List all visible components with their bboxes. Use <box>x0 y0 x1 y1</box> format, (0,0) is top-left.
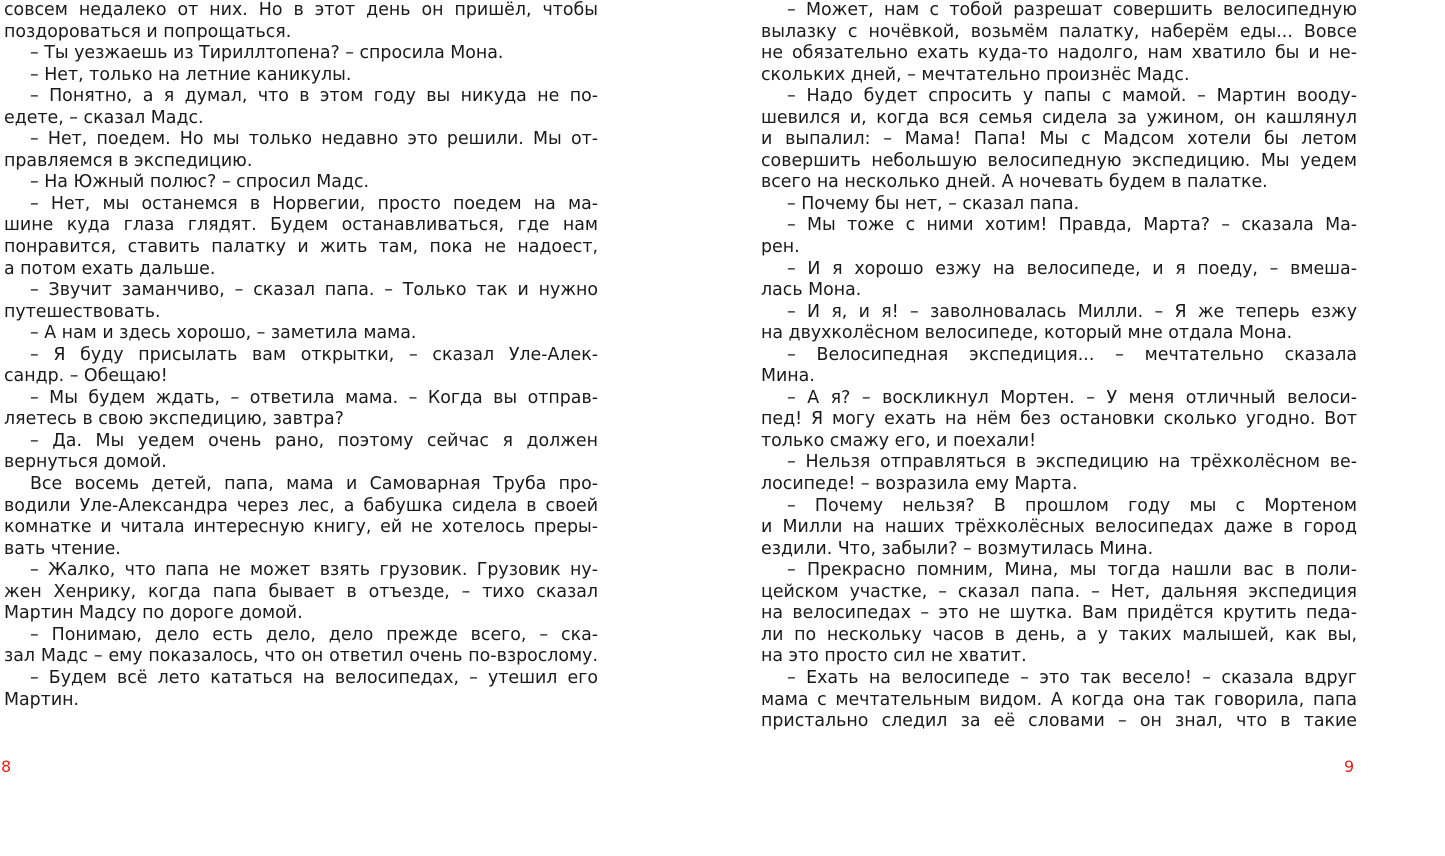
text-line: сандр. – Обещаю! <box>4 366 168 387</box>
text-line: – Почему бы нет, – сказал папа. <box>787 193 1080 214</box>
text-line: – Жалко, что папа не может взять грузовик. Грузовик ну- <box>30 560 598 581</box>
text-line: вать чтение. <box>4 538 121 559</box>
right-page-text <box>761 0 1357 733</box>
text-line: не обязательно ехать куда-то надолго, нам хватило бы и не- <box>761 43 1357 64</box>
text-line: – И я, и я! – заволновалась Милли. – Я же теперь езжу <box>787 301 1357 322</box>
text-line: скольких дней, – мечтательно произнёс Мадс. <box>761 64 1190 85</box>
text-line: цейском участке, – сказал папа. – Нет, дальняя экспедиция <box>761 581 1357 602</box>
text-line: – Ехать на велосипеде – это так весело! – сказала вдруг <box>787 667 1357 688</box>
text-line: а потом ехать дальше. <box>4 258 216 279</box>
text-line: мама с мечтательным видом. А когда она так говорила, папа <box>761 689 1357 710</box>
text-line: на двухколёсном велосипеде, который мне отдала Мона. <box>761 323 1293 344</box>
text-line: – Прекрасно помним, Мина, мы тогда нашли вас в поли- <box>787 560 1357 581</box>
page-number-right: 9 <box>1344 757 1355 776</box>
text-line: Мина. <box>761 366 815 387</box>
text-line: – Я буду присылать вам открытки, – сказал Уле-Алек- <box>30 344 598 365</box>
text-line: – Надо будет спросить у папы с мамой. – Мартин вооду- <box>787 86 1357 107</box>
text-line: – Понимаю, дело есть дело, дело прежде всего, – ска- <box>30 624 598 645</box>
text-line: путешествовать. <box>4 301 161 322</box>
text-line: – Нельзя отправляться в экспедицию на трёхколёсном ве- <box>787 452 1357 473</box>
text-line: – Нет, мы останемся в Норвегии, просто поедем на ма- <box>30 193 598 214</box>
text-line: ли по нескольку часов в день, а у таких малышей, как вы, <box>761 624 1357 645</box>
text-line: комнатке и читала интересную книгу, ей не хотелось преры- <box>4 517 598 538</box>
text-line: совсем недалеко от них. Но в этот день он пришёл, чтобы <box>4 0 598 20</box>
text-line: – Почему нельзя? В прошлом году мы с Мортеном <box>787 495 1357 516</box>
text-line: ездили. Что, забыли? – возмутилась Мина. <box>761 538 1154 559</box>
text-line: вернуться домой. <box>4 452 167 473</box>
text-line: и выпалил: – Мама! Папа! Мы с Мадсом хотели бы летом <box>761 129 1357 150</box>
text-line: только смажу его, и поехали! <box>761 430 1037 451</box>
text-line: – А нам и здесь хорошо, – заметила мама. <box>30 323 417 344</box>
text-line: – Будем всё лето кататься на велосипедах, – утешил его <box>30 667 598 688</box>
left-page-text <box>4 0 598 711</box>
text-line: шевился и, когда вся семья сидела за ужином, он кашлянул <box>761 107 1357 128</box>
text-line: – Звучит заманчиво, – сказал папа. – Только так и нужно <box>30 280 598 301</box>
text-line: понравится, ставить палатку и жить там, пока не надоест, <box>4 237 598 258</box>
page-number-left: 8 <box>1 757 12 776</box>
text-line: рен. <box>761 237 800 258</box>
text-line: на велосипедах – это не шутка. Вам придётся крутить педа- <box>761 603 1357 624</box>
text-line: и Милли на наших трёхколёсных велосипедах даже в город <box>761 517 1357 538</box>
text-line: лась Мона. <box>761 280 862 301</box>
text-line: – Ты уезжаешь из Тириллтопена? – спросила Мона. <box>30 43 504 64</box>
text-line: едете, – сказал Мадс. <box>4 107 204 128</box>
text-line: – Нет, только на летние каникулы. <box>30 64 352 85</box>
text-line: – На Южный полюс? – спросил Мадс. <box>30 172 370 193</box>
text-line: Мартин. <box>4 689 80 710</box>
text-line: Мартин Мадсу по дороге домой. <box>4 603 303 624</box>
text-line: – Мы тоже с ними хотим! Правда, Марта? – сказала Ма- <box>787 215 1357 236</box>
text-line: зал Мадс – ему показалось, что он ответил очень по-взрослому. <box>4 646 598 667</box>
text-line: – Велосипедная экспедиция... – мечтательно сказала <box>787 344 1357 365</box>
text-line: – Да. Мы уедем очень рано, поэтому сейчас я должен <box>30 430 598 451</box>
text-line: жен Хенрику, когда папа бывает в отъезде, – тихо сказал <box>4 581 598 602</box>
text-line: – И я хорошо езжу на велосипеде, и я поеду, – вмеша- <box>787 258 1357 279</box>
text-line: правляемся в экспедицию. <box>4 150 253 171</box>
text-line: вылазку с ночёвкой, возьмём палатку, наберём еды... Вовсе <box>761 21 1357 42</box>
text-line: всего на несколько дней. А ночевать будем в палатке. <box>761 172 1268 193</box>
text-line: – Нет, поедем. Но мы только недавно это решили. Мы от- <box>30 129 598 150</box>
text-line: пристально следил за её словами – он знал, что в такие <box>761 711 1357 732</box>
text-line: пед! Я могу ехать на нём без остановки сколько угодно. Вот <box>761 409 1357 430</box>
left-page <box>4 0 598 711</box>
text-line: шине куда глаза глядят. Будем останавливаться, где нам <box>4 215 598 236</box>
text-line: на это просто сил не хватит. <box>761 646 1027 667</box>
text-line: лосипеде! – возразила ему Марта. <box>761 474 1078 495</box>
right-page <box>761 0 1357 733</box>
text-line: – Может, нам с тобой разрешат совершить велосипедную <box>787 0 1357 20</box>
text-line: водили Уле-Александра через лес, а бабушка сидела в своей <box>4 495 598 516</box>
text-line: – Мы будем ждать, – ответила мама. – Когда вы отправ- <box>30 387 598 408</box>
text-line: – А я? – воскликнул Мортен. – У меня отличный велоси- <box>787 387 1357 408</box>
text-line: поздороваться и попрощаться. <box>4 21 292 42</box>
text-line: ляетесь в свою экспедицию, завтра? <box>4 409 344 430</box>
text-line: Все восемь детей, папа, мама и Самоварная Труба про- <box>30 474 598 495</box>
text-line: совершить небольшую велосипедную экспедицию. Мы уедем <box>761 150 1357 171</box>
text-line: – Понятно, а я думал, что в этом году вы никуда не по- <box>30 86 598 107</box>
